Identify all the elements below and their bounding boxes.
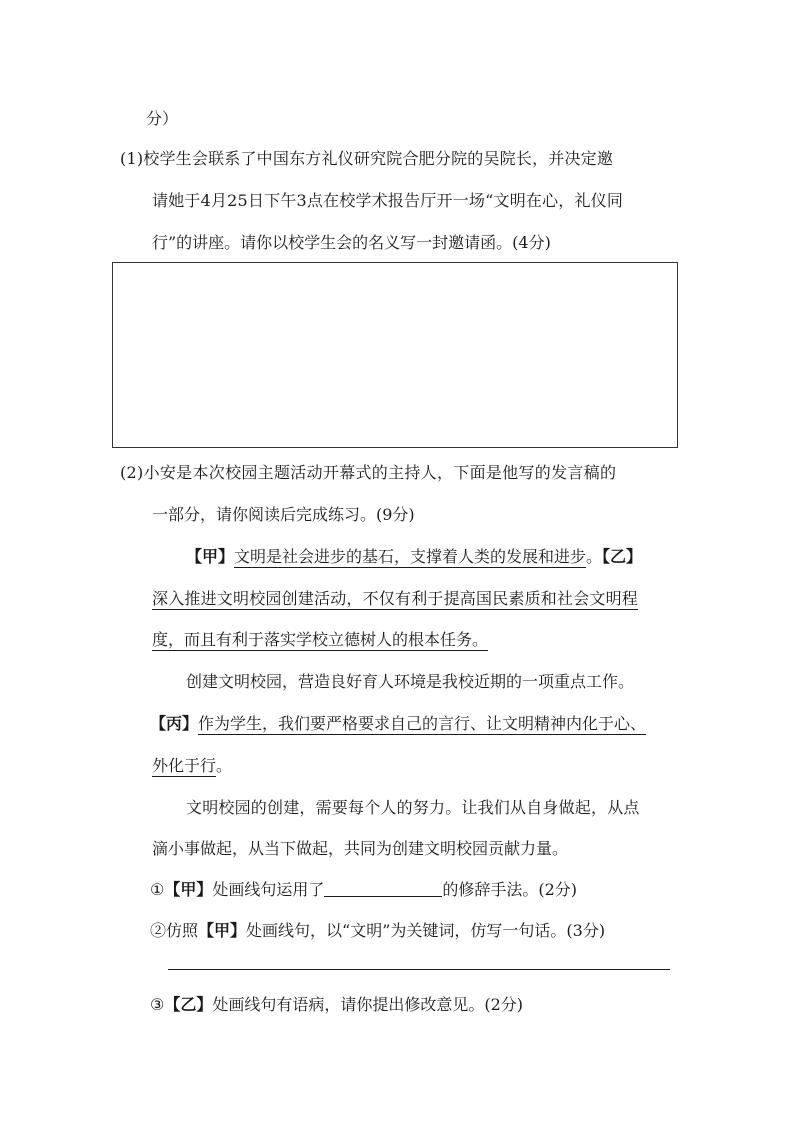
- passage-para-2: 创建文明校园，营造良好育人环境是我校近期的一项重点工作。: [186, 672, 635, 691]
- passage-bing-line-1: [150, 713, 646, 735]
- jia-underlined-sentence: 文明是社会进步的基石，支撑着人类的发展和进步: [234, 547, 587, 566]
- bing-underlined-sentence-1: 作为学生，我们要严格要求自己的言行、让文明精神内化于心、: [198, 714, 647, 733]
- passage-yi-line-2: [152, 629, 488, 651]
- sub-2-number: ②: [150, 921, 167, 940]
- passage-yi-line-1: [152, 588, 638, 610]
- bing-end-punct: 。: [216, 756, 233, 775]
- q2-line-1: (2)小安是本次校园主题活动开幕式的主持人，下面是他写的发言稿的: [120, 463, 617, 482]
- sub-1-text-b: 的修辞手法。(2分): [442, 880, 578, 899]
- sub-question-3: [150, 994, 523, 1016]
- sub-2-text-b: 处画线句，以“文明”为关键词，仿写一句话。(3分): [246, 921, 606, 940]
- yi-underlined-sentence-1: 深入推进文明校园创建活动，不仅有利于提高国民素质和社会文明程: [152, 589, 639, 608]
- jia-mark: 【甲】: [186, 547, 235, 566]
- bing-underlined-sentence-2: 外化于行: [152, 756, 217, 775]
- passage-para-3-line-2: 滴小事做起，从当下做起，共同为创建文明校园贡献力量。: [152, 839, 569, 858]
- sub-1-text-a: 处画线句运用了: [212, 880, 325, 899]
- sub-question-2: [150, 920, 605, 942]
- sub-1-mark: 【甲】: [164, 880, 213, 899]
- yi-underlined-sentence-2: 度，而且有利于落实学校立德树人的根本任务。: [152, 630, 489, 649]
- sub-1-number: ①: [150, 880, 165, 899]
- sub-3-number: ③: [150, 995, 165, 1014]
- jia-end-punct: 。: [586, 547, 603, 566]
- sub-2-mark: 【甲】: [198, 921, 247, 940]
- sub-2-answer-line[interactable]: [168, 969, 670, 970]
- bing-mark: 【丙】: [150, 714, 199, 733]
- answer-box[interactable]: [112, 262, 678, 448]
- passage-jia-line: [186, 546, 642, 568]
- q1-line-2: 请她于4月25日下午3点在校学术报告厅开一场“文明在心，礼仪同: [152, 191, 624, 210]
- sub-3-text: 处画线句有语病，请你提出修改意见。(2分): [212, 995, 524, 1014]
- passage-para-3-line-1: 文明校园的创建，需要每个人的努力。让我们从自身做起，从点: [186, 798, 640, 817]
- q1-line-3: 行”的讲座。请你以校学生会的名义写一封邀请函。(4分): [152, 233, 551, 252]
- yi-mark: 【乙】: [602, 547, 643, 566]
- q1-tail: 分）: [146, 109, 179, 128]
- q1-line-1: (1)校学生会联系了中国东方礼仪研究院合肥分院的吴院长，并决定邀: [120, 149, 614, 168]
- passage-bing-line-2: [152, 755, 232, 777]
- sub-1-blank[interactable]: [324, 880, 442, 897]
- sub-2-text-a: 仿照: [166, 921, 199, 940]
- sub-3-mark: 【乙】: [164, 995, 213, 1014]
- sub-question-1: [150, 879, 577, 901]
- q2-line-2: 一部分，请你阅读后完成练习。(9分): [152, 505, 415, 524]
